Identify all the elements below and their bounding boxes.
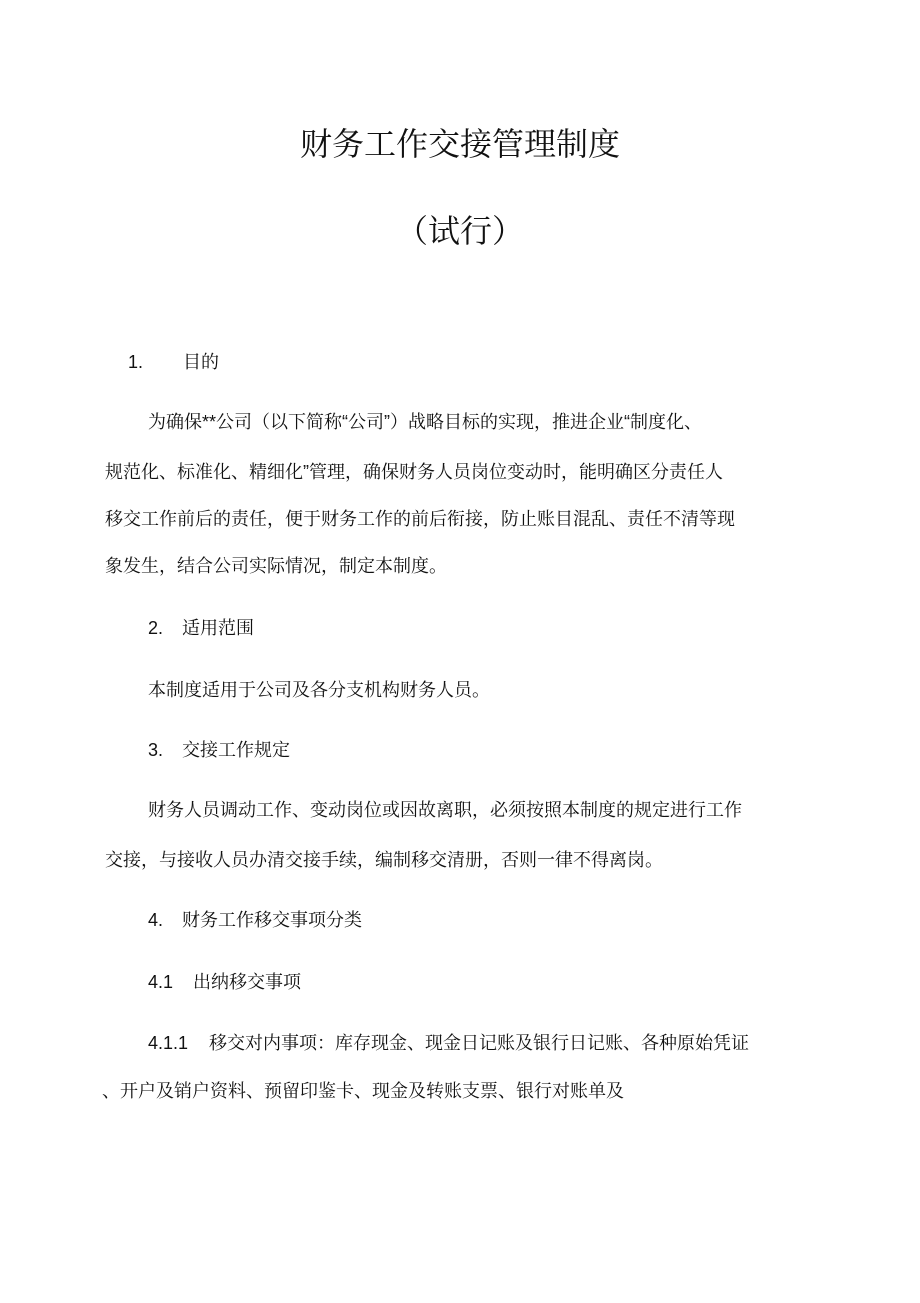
document-title: 财务工作交接管理制度 [299,126,620,162]
section-heading-4-1 [148,973,301,991]
paragraph-line: 象发生，结合公司实际情况，制定本制度。 [105,556,447,576]
section-heading-4 [148,911,362,929]
paragraph-line: 本制度适用于公司及各分支机构财务人员。 [148,680,490,700]
section-number: 1. [128,352,144,372]
paragraph-line: 、开户及销户资料、预留印鉴卡、现金及转账支票、银行对账单及 [102,1081,624,1101]
section-number: 2. [148,618,164,638]
paragraph-line: 为确保**公司（以下简称“公司”）战略目标的实现，推进企业“制度化、 [148,412,702,432]
paragraph-line: 移交工作前后的责任，便于财务工作的前后衔接，防止账目混乱、责任不清等现 [105,509,735,529]
section-heading-4-1-1 [148,1034,749,1052]
section-heading-2 [148,619,254,637]
paragraph-line: 规范化、标准化、精细化”管理，确保财务人员岗位变动时，能明确区分责任人 [105,462,723,482]
section-number: 4. [148,910,164,930]
paragraph-line: 财务人员调动工作、变动岗位或因故离职，必须按照本制度的规定进行工作 [148,800,742,820]
section-title: 适用范围 [182,618,254,638]
section-number: 4.1 [148,972,174,992]
document-subtitle: （试行） [395,213,524,249]
section-title: 移交对内事项：库存现金、现金日记账及银行日记账、各种原始凭证 [209,1033,749,1053]
section-title: 财务工作移交事项分类 [182,910,362,930]
section-title: 出纳移交事项 [193,972,301,992]
section-number: 3. [148,740,164,760]
section-title: 目的 [183,352,219,372]
section-number: 4.1.1 [148,1033,189,1053]
paragraph-line: 交接，与接收人员办清交接手续，编制移交清册，否则一律不得离岗。 [105,850,663,870]
section-heading-3 [148,741,290,759]
section-heading-1 [128,353,219,371]
section-title: 交接工作规定 [182,740,290,760]
